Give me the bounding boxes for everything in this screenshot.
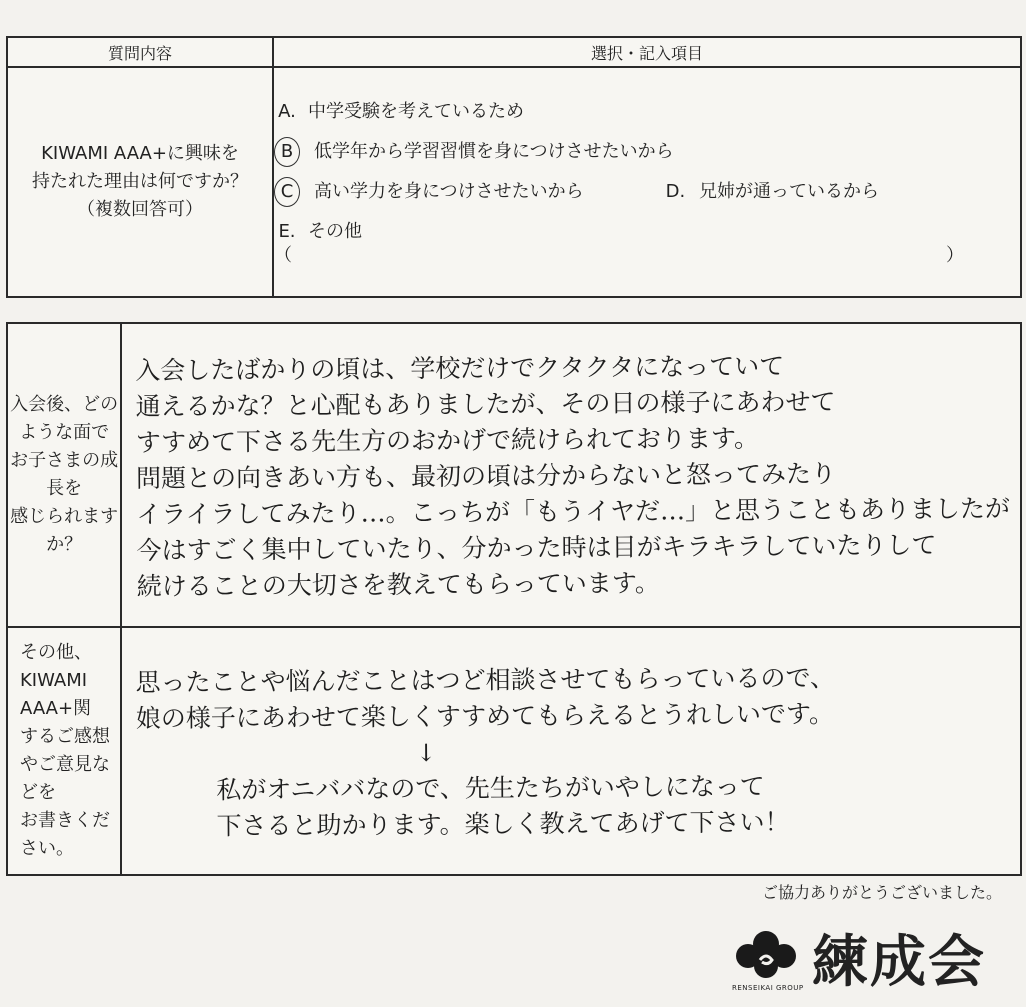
option-letter: A. — [278, 101, 296, 122]
option-text: 低学年から学習習慣を身につけさせたいから — [314, 141, 674, 162]
option-letter-circled: B — [274, 137, 300, 167]
option-text: 兄姉が通っているから — [698, 181, 879, 202]
other-input[interactable] — [274, 244, 964, 272]
q3-question — [7, 627, 121, 875]
down-arrow-icon: ↓ — [416, 738, 437, 768]
option-c[interactable] — [274, 172, 584, 212]
thanks-message: ご協力ありがとうございました。 — [761, 883, 1002, 902]
logo-mark-icon — [732, 926, 800, 982]
q3-question-line: その他、KIWAMI AAA+関 — [20, 642, 92, 719]
answer-line: 下さると助かります。楽しく教えてあげて下さい！ — [216, 807, 790, 841]
renseikai-logo — [732, 918, 1012, 998]
option-text: 中学受験を考えているため — [308, 101, 524, 122]
answer-line: 入会したばかりの頃は、学校だけでクタクタになっていて — [135, 351, 785, 386]
q3-answer[interactable] — [121, 627, 1021, 875]
q1-question-line: KIWAMI AAA+に興味を — [41, 143, 239, 164]
q1-options — [273, 67, 1021, 297]
q3-handwritten-answer — [122, 649, 1021, 853]
q1-question — [7, 67, 273, 297]
q3-question-line: お書きください。 — [20, 810, 110, 859]
q2-question-line: 感じられますか？ — [10, 506, 119, 555]
option-letter-circled: C — [274, 177, 300, 207]
option-text: 高い学力を身につけさせたいから — [314, 181, 584, 202]
option-letter: E. — [278, 221, 296, 242]
answer-line: イライラしてみたり…。こっちが「もうイヤだ…」と思うこともありましたが — [136, 493, 1011, 530]
q1-question-line: （複数回答可） — [77, 199, 203, 220]
q2-question-line: 入会後、どのような面で — [10, 394, 119, 443]
q2-answer[interactable] — [121, 323, 1021, 627]
option-a[interactable] — [274, 92, 1020, 132]
option-b[interactable] — [274, 132, 1020, 172]
q2-question — [7, 323, 121, 627]
q2-question-line: お子さまの成長を — [10, 450, 119, 499]
paren-open: （ — [274, 245, 292, 266]
answer-line: 続けることの大切さを教えてもらっています。 — [136, 568, 661, 602]
brand-group-label: RENSEIKAI GROUP — [732, 984, 804, 992]
q2-handwritten-answer — [121, 337, 1021, 613]
question-col-header: 質問内容 — [7, 37, 273, 67]
option-text: その他 — [308, 221, 362, 242]
answer-line: 通えるかな？と心配もありましたが、その日の様子にあわせて — [135, 387, 836, 422]
option-row-cd — [274, 172, 1020, 212]
answer-line: 問題との向きあい方も、最初の頃は分からないと怒ってみたり — [136, 459, 837, 494]
answer-line: 私がオニババなので、先生たちがいやしになって — [216, 771, 766, 805]
answer-line: 思ったことや悩んだことはつど相談させてもらっているので、 — [135, 663, 836, 698]
brand-name: 練成会 — [812, 930, 986, 995]
answer-col-header: 選択・記入項目 — [273, 37, 1021, 67]
q3-question-line: するご感想やご意見などを — [20, 726, 110, 803]
survey-table-bottom — [6, 322, 1022, 876]
survey-table-top — [6, 36, 1022, 298]
paren-close: ） — [946, 245, 964, 266]
option-d[interactable] — [666, 172, 879, 212]
answer-line: すすめて下さる先生方のおかげで続けられております。 — [135, 423, 760, 458]
q1-question-line: 持たれた理由は何ですか？ — [32, 171, 248, 192]
option-letter: D. — [665, 181, 686, 202]
answer-line: 娘の様子にあわせて楽しくすすめてもらえるとうれしいです。 — [135, 699, 835, 734]
answer-line: 今はすごく集中していたり、分かった時は目がキラキラしていたりして — [136, 530, 937, 566]
